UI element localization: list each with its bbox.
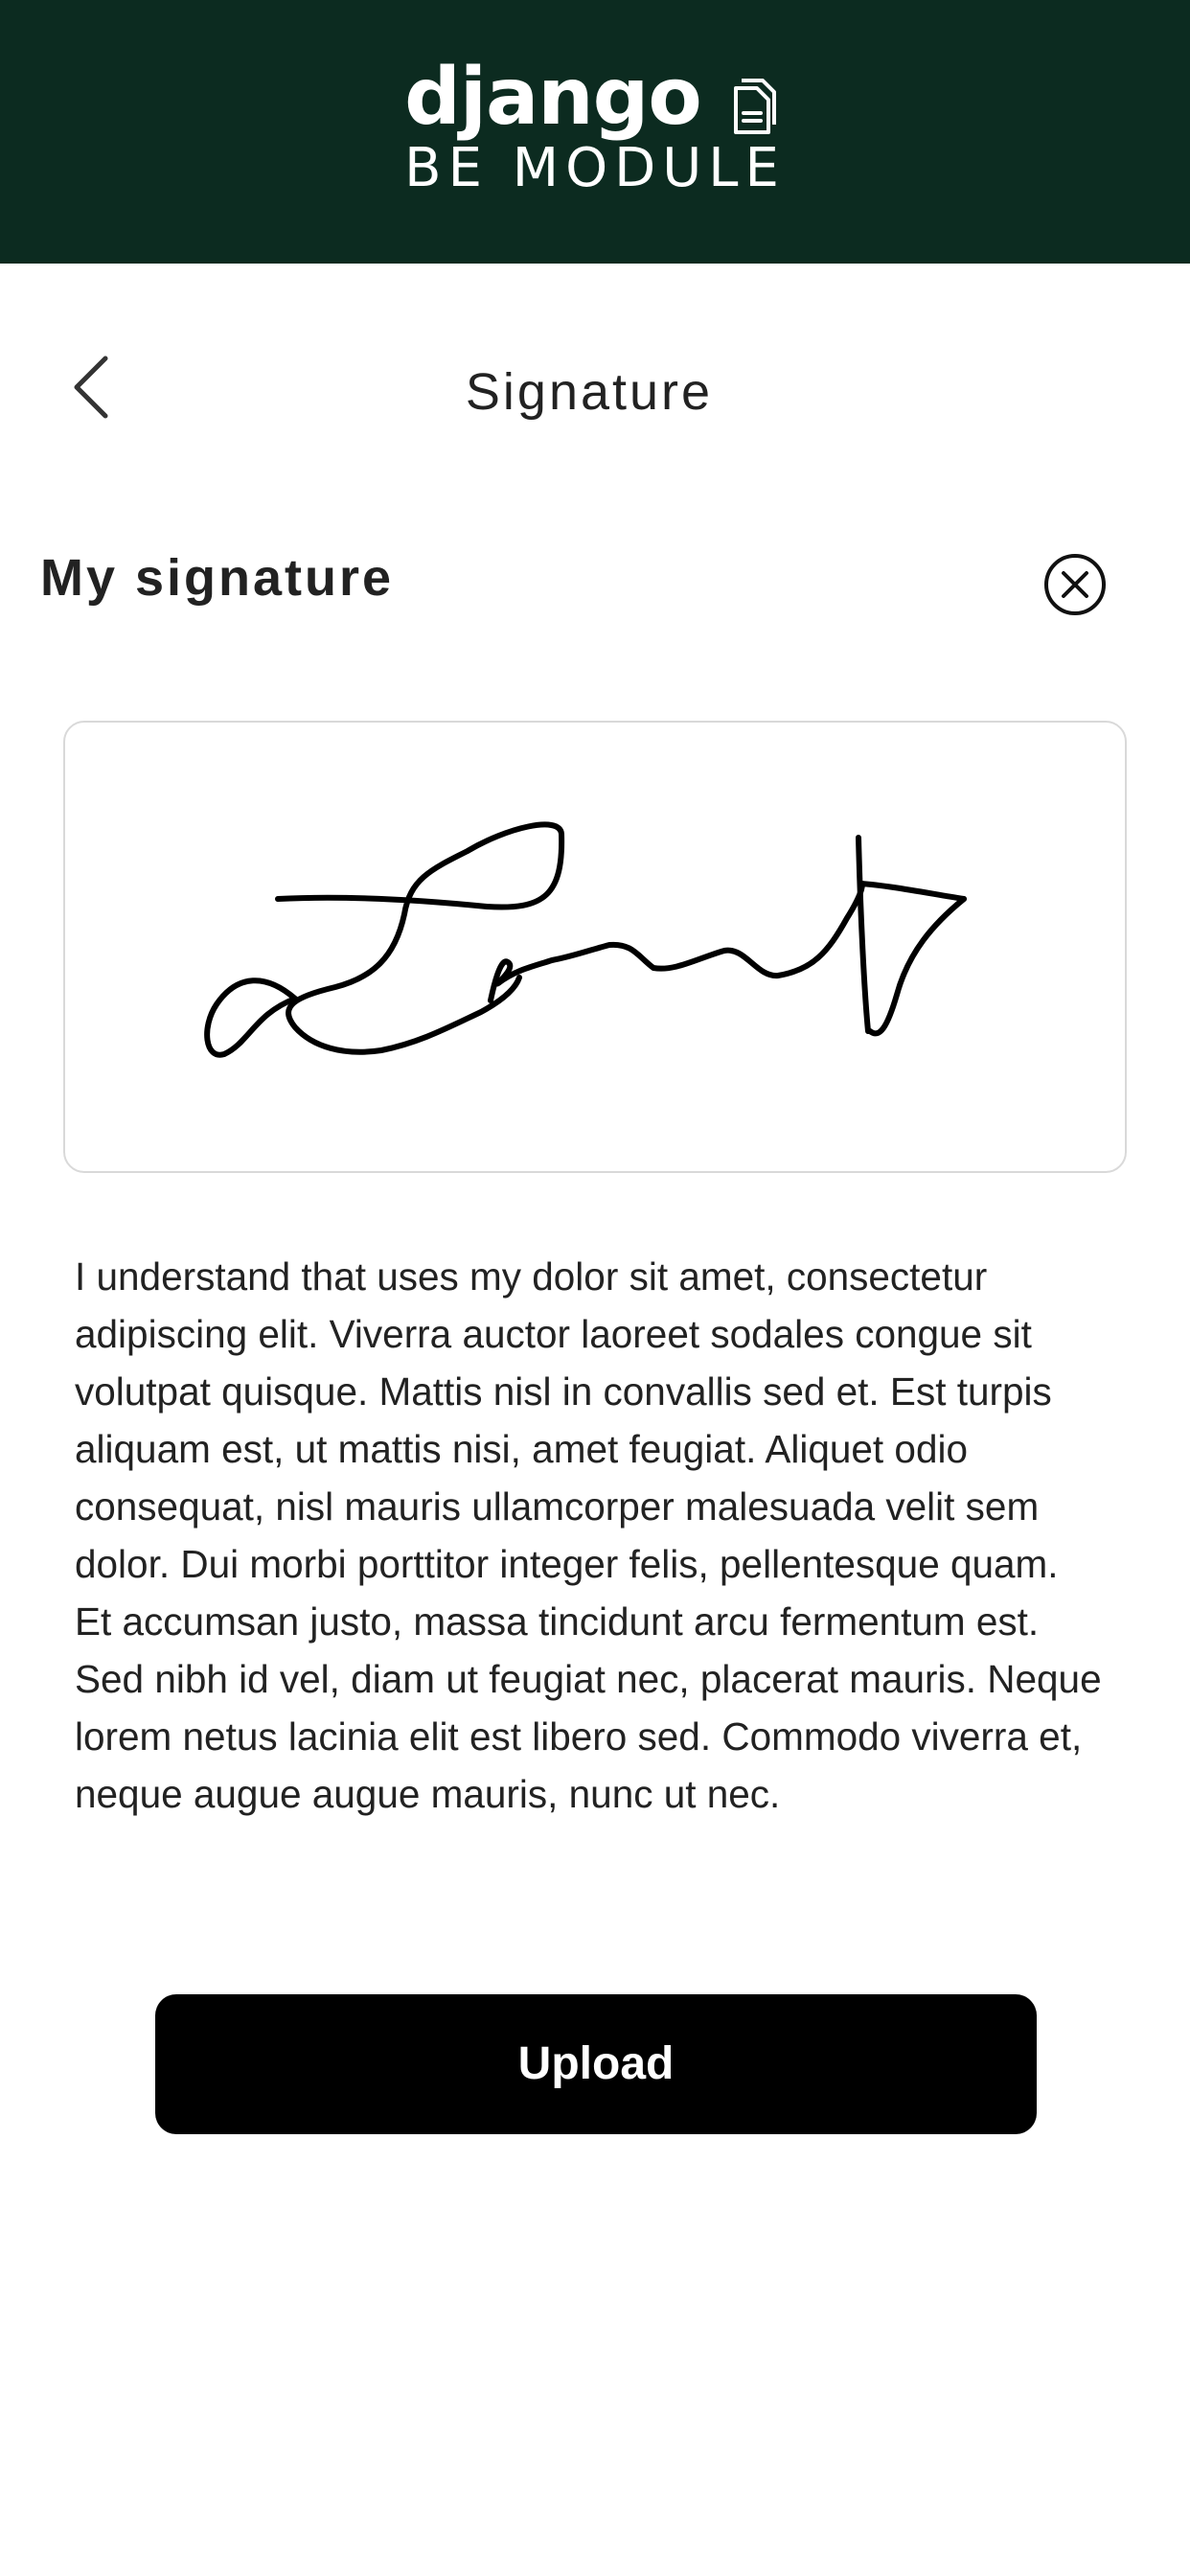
page-title: Signature: [465, 363, 714, 421]
brand-name: django: [404, 52, 701, 143]
document-icon: [730, 77, 782, 136]
brand: [0, 50, 1190, 197]
brand-subtitle: BE MODULE: [404, 137, 786, 199]
brand-logo: [404, 50, 786, 197]
app-header: [0, 0, 1190, 264]
top-navigation-bar: [0, 335, 1190, 450]
upload-button[interactable]: Upload: [155, 1994, 1037, 2134]
consent-text: I understand that uses my dolor sit amet, consectetur adipiscing elit. Viverra auctor laoreet sodales congue sit volutpat quisque. Mattis nisl in convallis sed et. Est turpis aliquam est, ut mattis nisi, amet feugiat. Aliquet odio consequat, nisl mauris ullamcorper malesuada velit sem dolor. Dui morbi porttitor integer felis, pellentesque quam. Et accumsan justo, massa tincidunt arcu fermentum est. Sed nibh id vel, diam ut feugiat nec, placerat mauris. Neque lorem netus lacinia elit est libero sed. Commodo viverra et, neque augue augue mauris, nunc ut nec.: [75, 1254, 1102, 1816]
section-title: My signature: [40, 549, 395, 607]
signature-section-header: [0, 537, 1190, 632]
signature-drawing: [65, 723, 1129, 1175]
signature-pad[interactable]: [63, 721, 1127, 1173]
clear-signature-button[interactable]: [1042, 552, 1108, 617]
close-circle-icon: [1042, 552, 1108, 617]
